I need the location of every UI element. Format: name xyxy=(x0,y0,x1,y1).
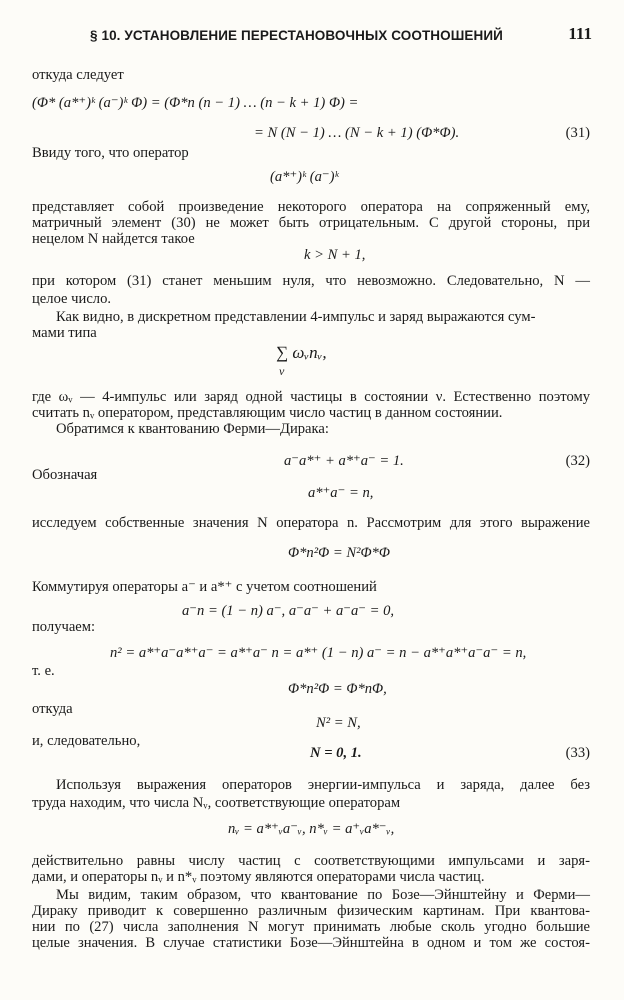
text-line: целые значения. В случае статистики Бозе—Эйнштейна в одном и том же состоя- xyxy=(32,935,590,951)
text-line: Обозначая xyxy=(32,467,98,483)
text-line: где ωᵥ — 4-импульс или заряд одной частицы в состоянии ν. Естественно поэтому xyxy=(32,389,590,405)
text-line: дами, и операторы nᵥ и n*ᵥ поэтому являются операторами числа частиц. xyxy=(32,869,485,885)
text-line: т. е. xyxy=(32,663,55,679)
n-squared-derivation: n² = a*⁺a⁻a*⁺a⁻ = a*⁺a⁻ n = a*⁺ (1 − n) a⁻ = n − a*⁺a*⁺a⁻a⁻ = n, xyxy=(110,645,527,661)
sum-expression: ∑ ωᵥnᵥ, xyxy=(276,343,327,362)
sum-index: ν xyxy=(279,364,285,378)
text-line: Обратимся к квантованию Ферми—Дирака: xyxy=(56,421,329,437)
inequality: k > N + 1, xyxy=(304,247,366,263)
text-line: матричный элемент (30) не может быть отрицательным. С другой стороны, при xyxy=(32,215,590,231)
equation-33: N = 0, 1. xyxy=(310,745,362,761)
eigenvalue-equation: N² = N, xyxy=(316,715,361,731)
equation-number: (32) xyxy=(565,453,590,469)
text-line: Ввиду того, что оператор xyxy=(32,145,189,161)
equation-32: a⁻a*⁺ + a*⁺a⁻ = 1. xyxy=(284,453,404,469)
equation-31-part2: = N (N − 1) … (N − k + 1) (Φ*Φ). xyxy=(254,125,460,141)
section-title: § 10. УСТАНОВЛЕНИЕ ПЕРЕСТАНОВОЧНЫХ СООТНОШЕНИЙ xyxy=(90,28,503,43)
text-line: нецелом N найдется такое xyxy=(32,231,195,247)
text-line: Дираку приводит к совершенно различным физическим картинам. При квантова- xyxy=(32,903,590,919)
equation-number: (31) xyxy=(565,125,590,141)
book-page xyxy=(32,0,590,1000)
equation-31-part1: (Φ* (a*⁺)ᵏ (a⁻)ᵏ Φ) = (Φ*n (n − 1) … (n − k + 1) Φ) = xyxy=(32,95,359,111)
text-line: нии по (27) числа заполнения N могут принимать любые сколь угодно большие xyxy=(32,919,590,935)
text-line: и, следовательно, xyxy=(32,733,141,749)
text-line: Мы видим, таким образом, что квантование по Бозе—Эйнштейну и Ферми— xyxy=(56,887,590,903)
text-line: Коммутируя операторы a⁻ и a*⁺ с учетом соотношений xyxy=(32,579,377,595)
commutation-relations: a⁻n = (1 − n) a⁻, a⁻a⁻ + a⁻a⁻ = 0, xyxy=(182,603,395,619)
text-line: откуда xyxy=(32,701,73,717)
operator-product: (a*⁺)ᵏ (a⁻)ᵏ xyxy=(270,169,339,185)
expectation-n2: Φ*n²Φ = N²Φ*Φ xyxy=(288,545,390,561)
text-line: труда находим, что числа Nᵥ, соответствующие операторам xyxy=(32,795,401,811)
text-line: мами типа xyxy=(32,325,97,341)
text-line: представляет собой произведение некоторого оператора на сопряженный ему, xyxy=(32,199,590,215)
text-line: при котором (31) станет меньшим нуля, что невозможно. Следовательно, N — xyxy=(32,273,590,289)
equation-number: (33) xyxy=(565,745,590,761)
text-line: Используя выражения операторов энергии-импульса и заряда, далее без xyxy=(56,777,590,793)
running-header xyxy=(32,24,590,46)
text-line: исследуем собственные значения N оператора n. Рассмотрим для этого выражение xyxy=(32,515,590,531)
text-line: действительно равны числу частиц с соответствующими импульсами и заря- xyxy=(32,853,590,869)
text-line: целое число. xyxy=(32,291,112,307)
page-number: 111 xyxy=(568,24,592,43)
definition-n: a*⁺a⁻ = n, xyxy=(308,485,374,501)
text-line: Как видно, в дискретном представлении 4-импульс и заряд выражаются сум- xyxy=(56,309,536,325)
text-line: считать nᵥ оператором, представляющим число частиц в данном состоянии. xyxy=(32,405,503,421)
expectation-equality: Φ*n²Φ = Φ*nΦ, xyxy=(288,681,387,697)
text-line: получаем: xyxy=(32,619,96,635)
text-line: откуда следует xyxy=(32,67,124,83)
number-operators: nᵥ = a*⁺ᵥa⁻ᵥ, n*ᵥ = a⁺ᵥa*⁻ᵥ, xyxy=(228,821,395,837)
